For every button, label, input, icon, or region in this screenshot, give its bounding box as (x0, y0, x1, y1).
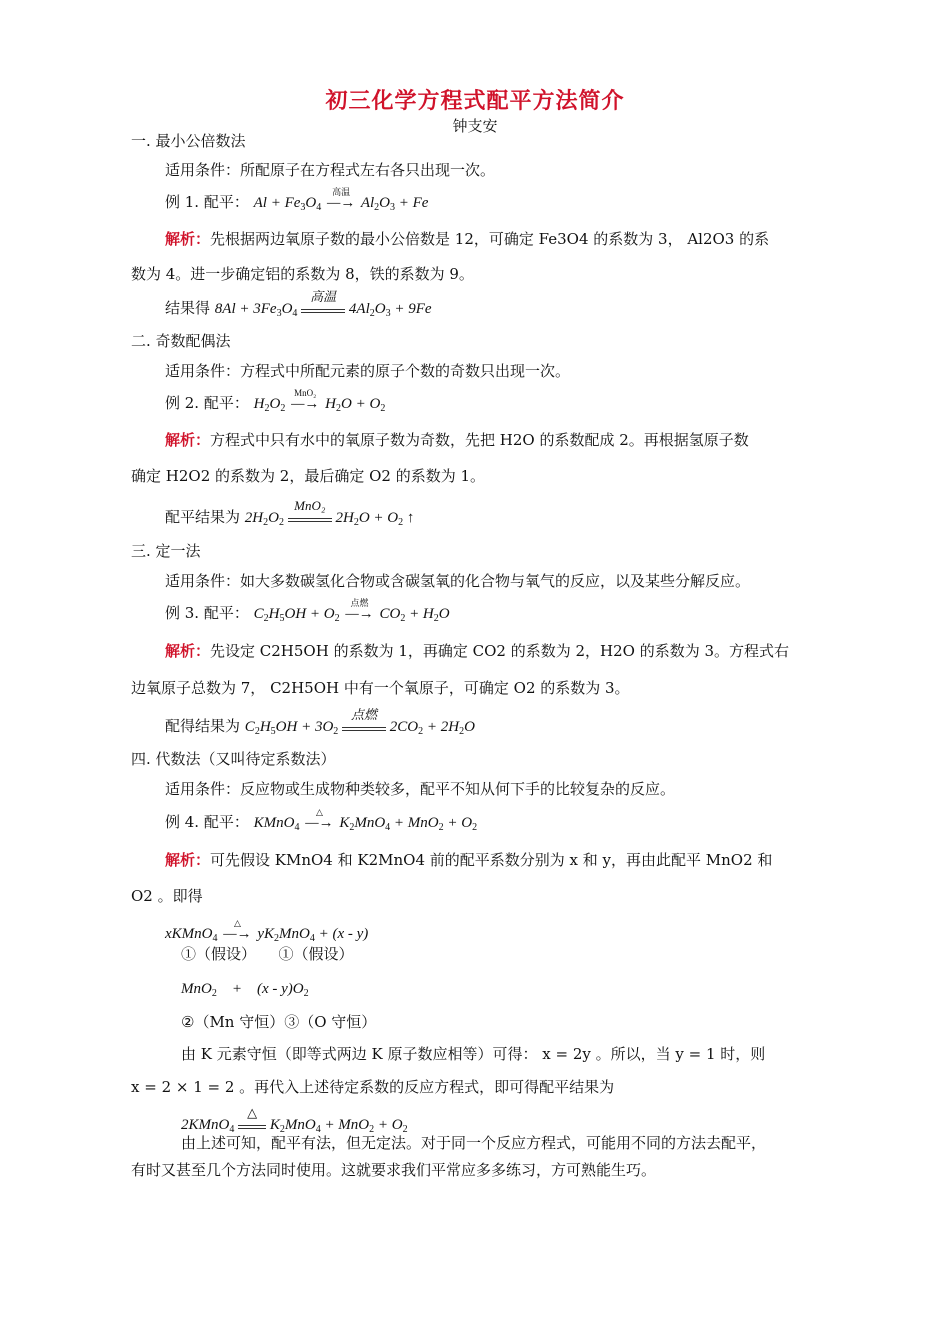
conservation-line-2: x = 2 × 1 = 2 。再代入上述待定系数的反应方程式，即可得配平结果为 (131, 1078, 615, 1096)
example-label-3: 例 3. 配平： (165, 604, 249, 622)
algebra-equation-text-1: xKMnO$_4$ — △ → $yK_2MnO_4 + (x - y)$ (165, 918, 369, 944)
assumption-note: ①（假设） ①（假设） (181, 945, 354, 963)
example-label-4: 例 4. 配平： (165, 813, 249, 831)
result-3 (165, 707, 475, 742)
analysis-1-line-2: 数为 4。进一步确定铝的系数为 8，铁的系数为 9。 (131, 265, 474, 283)
example-equation-2: $H_2O_2$ — MnO₂ → $H_2O + O_2$ (253, 388, 386, 414)
analysis-1-line-1 (165, 229, 769, 249)
analysis-text-2a: 方程式中只有水中的氧原子数为奇数，先把 H2O 的系数配成 2。再根据氢原子数 (210, 431, 749, 449)
analysis-label-2: 解析： (165, 431, 211, 449)
analysis-2-line-1 (165, 430, 749, 450)
document-title: 初三化学方程式配平方法简介 (325, 88, 625, 114)
algebra-equation-2 (181, 978, 309, 1004)
example-equation-3: $C_2H_5OH + O_2$ — 点燃 → $CO_2 + H_2O$ (253, 598, 450, 624)
example-equation-1: $Al + Fe_3O_4$ — 高温 → $Al_2O_3 + Fe$ (253, 187, 429, 213)
algebra-equation-text-2: MnO$_2$ + $(x - y)O_2$ (181, 981, 309, 999)
conservation-line-1: 由 K 元素守恒（即等式两边 K 原子数应相等）可得： x = 2y 。所以，当 y = 1 时，则 (181, 1045, 766, 1063)
analysis-3-line-1 (165, 641, 789, 661)
result-equation-1: $8Al + 3Fe_3O_4$ 高温 $4Al_2O_3 + 9Fe$ (214, 289, 432, 319)
section-condition-2: 适用条件：方程式中所配元素的原子个数的奇数只出现一次。 (165, 362, 571, 380)
analysis-3-line-2: 边氧原子总数为 7， C2H5OH 中有一个氧原子，可确定 O2 的系数为 3。 (131, 679, 630, 697)
section-heading-4: 四. 代数法（又叫待定系数法） (131, 750, 336, 768)
author-name: 钟支安 (452, 117, 498, 135)
analysis-4-line-2: O2 。即得 (131, 887, 203, 905)
analysis-label-3: 解析： (165, 642, 211, 660)
example-label-2: 例 2. 配平： (165, 394, 249, 412)
result-2 (165, 498, 415, 533)
result-label-1: 结果得 (165, 299, 211, 317)
section-heading-2: 二. 奇数配偶法 (131, 332, 231, 350)
analysis-label-4: 解析： (165, 851, 211, 869)
section-condition-3: 适用条件：如大多数碳氢化合物或含碳氢氧的化合物与氧气的反应，以及某些分解反应。 (165, 572, 751, 590)
analysis-2-line-2: 确定 H2O2 的系数为 2，最后确定 O2 的系数为 1。 (131, 467, 486, 485)
analysis-text-4a: 可先假设 KMnO4 和 K2MnO4 前的配平系数分别为 x 和 y，再由此配平 MnO2 和 (210, 851, 773, 869)
analysis-label-1: 解析： (165, 230, 211, 248)
analysis-4-line-1 (165, 850, 772, 870)
result-equation-3: $C_2H_5OH + 3O_2$ 点燃 $2CO_2 + 2H_2O$ (244, 707, 475, 737)
conclusion-line-1: 由上述可知，配平有法，但无定法。对于同一个反应方程式，可能用不同的方法去配平， (181, 1134, 767, 1152)
example-equation-4: KMnO$_4$ — △ → $K_2MnO_4 + MnO_2 + O_2$ (253, 807, 478, 833)
section-condition-4: 适用条件：反应物或生成物种类较多，配平不知从何下手的比较复杂的反应。 (165, 780, 676, 798)
section-heading-3: 三. 定一法 (131, 542, 201, 560)
example-1 (165, 187, 429, 218)
example-4 (165, 807, 478, 838)
conclusion-line-2: 有时又甚至几个方法同时使用。这就要求我们平常应多多练习，方可熟能生巧。 (131, 1161, 657, 1179)
section-condition-1: 适用条件：所配原子在方程式左右各只出现一次。 (165, 161, 496, 179)
result-equation-2: $2H_2O_2$ MnO₂ $2H_2O + O_2$ ↑ (244, 498, 415, 528)
result-equation-4: 2KMnO$_4$ △ $K_2MnO_4 + MnO_2 + O_2$ (181, 1105, 408, 1135)
conservation-note: ②（Mn 守恒）③（O 守恒） (181, 1013, 377, 1031)
analysis-text-3a: 先设定 C2H5OH 的系数为 1，再确定 CO2 的系数为 2，H2O 的系数为 3。方程式右 (210, 642, 790, 660)
example-3 (165, 598, 450, 629)
analysis-text-1a: 先根据两边氧原子数的最小公倍数是 12，可确定 Fe3O4 的系数为 3， Al2O3 的系 (210, 230, 770, 248)
result-label-3: 配得结果为 (165, 717, 241, 735)
example-2 (165, 388, 386, 419)
example-label-1: 例 1. 配平： (165, 193, 249, 211)
result-1 (165, 289, 432, 324)
section-heading-1: 一. 最小公倍数法 (131, 132, 246, 150)
result-label-2: 配平结果为 (165, 508, 241, 526)
